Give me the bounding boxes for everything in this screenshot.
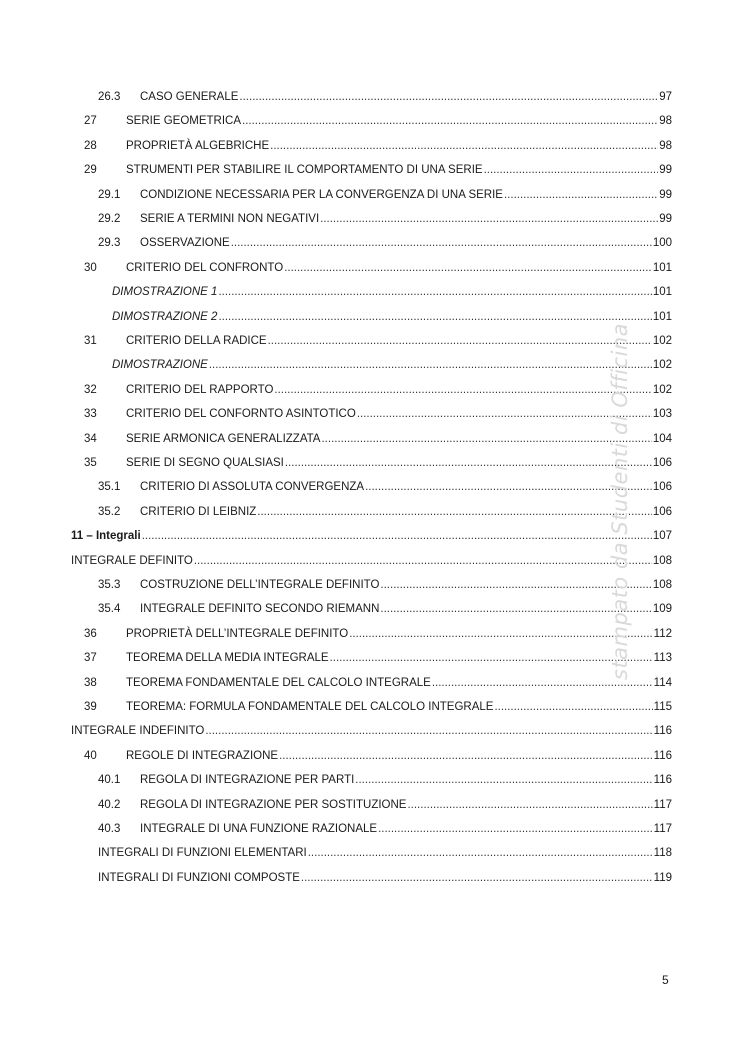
toc-entry[interactable] xyxy=(0,843,744,863)
toc-entry-title: INTEGRALE DI UNA FUNZIONE RAZIONALE xyxy=(140,823,378,835)
toc-entry[interactable] xyxy=(0,746,744,766)
toc-entry-page: 112 xyxy=(653,627,672,640)
toc-entry-page: 108 xyxy=(652,579,672,591)
toc-entry-title: SERIE A TERMINI NON NEGATIVI xyxy=(140,213,320,225)
toc-dot-leader xyxy=(301,868,653,888)
toc-entry-number: 29.1 xyxy=(98,188,121,201)
toc-entry-number: 26.3 xyxy=(98,91,121,103)
toc-entry-page: 99 xyxy=(659,164,672,177)
toc-entry[interactable] xyxy=(0,673,744,693)
toc-entry-title: STRUMENTI PER STABILIRE IL COMPORTAMENTO DI UNA SERIE xyxy=(126,164,483,177)
toc-entry-number: 29.3 xyxy=(98,237,121,250)
toc-dot-leader xyxy=(285,453,652,473)
toc-entry[interactable] xyxy=(0,380,744,400)
toc-entry-page: 116 xyxy=(653,725,672,738)
toc-dot-leader xyxy=(284,258,652,278)
toc-entry-title: TEOREMA: FORMULA FONDAMENTALE DEL CALCOLO INTEGRALE xyxy=(126,701,494,713)
toc-entry-page: 106 xyxy=(652,505,672,518)
toc-entry-number: 34 xyxy=(84,432,97,445)
toc-entry-number: 35.3 xyxy=(98,579,121,591)
toc-entry-title: CRITERIO DEL CONFRONTO xyxy=(126,261,284,274)
toc-entry-title: COSTRUZIONE DELL’INTEGRALE DEFINITO xyxy=(140,579,380,591)
toc-dot-leader xyxy=(484,160,659,180)
toc-entry-title: CRITERIO DEL CONFORNTO ASINTOTICO xyxy=(126,408,356,421)
toc-entry-number: 39 xyxy=(84,701,97,713)
toc-entry[interactable] xyxy=(0,770,744,790)
toc-dot-leader xyxy=(279,746,653,766)
toc-entry-number: 35 xyxy=(84,457,97,469)
toc-entry[interactable] xyxy=(0,624,744,644)
watermark: stampato da Studenti di Officina xyxy=(608,322,632,680)
toc-dot-leader xyxy=(330,648,653,668)
toc-entry-title: TEOREMA FONDAMENTALE DEL CALCOLO INTEGRALE xyxy=(126,676,431,689)
toc-dot-leader xyxy=(308,843,653,863)
toc-entry-title: INTEGRALE DEFINITO SECONDO RIEMANN xyxy=(140,603,380,616)
toc-entry-number: 28 xyxy=(84,139,97,152)
toc-entry-page: 102 xyxy=(652,383,672,396)
toc-entry-title: CRITERIO DI ASSOLUTA CONVERGENZA xyxy=(140,481,365,494)
toc-entry-title: REGOLA DI INTEGRAZIONE PER PARTI xyxy=(140,774,355,787)
toc-entry[interactable] xyxy=(0,551,744,571)
toc-entry-page: 101 xyxy=(652,286,672,299)
toc-entry-page: 117 xyxy=(653,823,672,835)
toc-entry-title: DIMOSTRAZIONE 2 xyxy=(112,310,218,323)
toc-entry-page: 101 xyxy=(652,310,672,323)
toc-entry[interactable] xyxy=(0,429,744,449)
toc-entry-number: 35.4 xyxy=(98,603,121,616)
toc-dot-leader xyxy=(257,502,652,522)
toc-entry-page: 104 xyxy=(652,432,672,445)
toc-dot-leader xyxy=(205,721,652,741)
toc-entry[interactable] xyxy=(0,209,744,229)
toc-entry-page: 109 xyxy=(652,603,672,616)
toc-entry-number: 35.2 xyxy=(98,505,121,518)
toc-entry-page: 103 xyxy=(652,408,672,421)
toc-entry-page: 113 xyxy=(653,652,672,665)
toc-entry-title: SERIE ARMONICA GENERALIZZATA xyxy=(126,432,321,445)
toc-entry-page: 98 xyxy=(659,115,672,128)
toc-entry[interactable] xyxy=(0,599,744,619)
toc-entry-page: 102 xyxy=(652,359,672,372)
toc-entry-title: DIMOSTRAZIONE xyxy=(112,359,208,372)
toc-entry-page: 114 xyxy=(653,676,672,689)
toc-entry-page: 118 xyxy=(653,847,672,860)
toc-entry-page: 100 xyxy=(652,237,672,250)
toc-entry-number: 33 xyxy=(84,408,97,421)
toc-entry-page: 99 xyxy=(659,213,672,225)
toc-dot-leader xyxy=(494,697,652,717)
toc-entry-page: 106 xyxy=(652,457,672,469)
toc-entry-title: SERIE DI SEGNO QUALSIASI xyxy=(126,457,284,469)
toc-entry-page: 97 xyxy=(659,91,672,103)
toc-dot-leader xyxy=(407,795,652,815)
toc-entry-title: CRITERIO DELLA RADICE xyxy=(126,335,267,347)
toc-entry-title: PROPRIETÀ ALGEBRICHE xyxy=(126,139,270,152)
toc-entry-number: 40.3 xyxy=(98,823,121,835)
toc-entry[interactable] xyxy=(0,185,744,205)
toc-entry-number: 37 xyxy=(84,652,97,665)
toc-entry-number: 40.2 xyxy=(98,798,121,811)
toc-entry-number: 27 xyxy=(84,115,97,128)
toc-entry-number: 40.1 xyxy=(98,774,121,787)
toc-entry-page: 119 xyxy=(653,871,672,884)
toc-entry-title: 11 – Integrali xyxy=(71,530,141,543)
toc-entry-number: 30 xyxy=(84,261,97,274)
toc-dot-leader xyxy=(321,429,651,449)
toc-entry[interactable] xyxy=(0,721,744,741)
toc-entry-title: DIMOSTRAZIONE 1 xyxy=(112,286,218,299)
toc-entry-page: 102 xyxy=(652,335,672,347)
toc-entry[interactable] xyxy=(0,575,744,595)
toc-entry-title: CONDIZIONE NECESSARIA PER LA CONVERGENZA DI UNA SERIE xyxy=(140,188,503,201)
toc-entry-number: 36 xyxy=(84,627,97,640)
toc-entry[interactable] xyxy=(0,307,744,327)
toc-entry[interactable] xyxy=(0,136,744,156)
toc-entry[interactable] xyxy=(0,233,744,253)
toc-entry[interactable] xyxy=(0,477,744,497)
toc-entry-title: OSSERVAZIONE xyxy=(140,237,230,250)
toc-dot-leader xyxy=(231,233,652,253)
toc-entry-number: 40 xyxy=(84,749,97,762)
toc-entry-title: INTEGRALI DI FUNZIONI COMPOSTE xyxy=(98,871,300,884)
toc-entry-title: REGOLE DI INTEGRAZIONE xyxy=(126,749,279,762)
toc-entry-page: 116 xyxy=(653,774,672,787)
toc-entry[interactable] xyxy=(0,258,744,278)
toc-entry-number: 29 xyxy=(84,164,97,177)
toc-dot-leader xyxy=(270,136,658,156)
toc-entry-title: REGOLA DI INTEGRAZIONE PER SOSTITUZIONE xyxy=(140,798,407,811)
toc-entry-page: 117 xyxy=(653,798,672,811)
toc-entry-number: 29.2 xyxy=(98,213,121,225)
toc-dot-leader xyxy=(378,819,653,839)
toc-entry[interactable] xyxy=(0,697,744,717)
toc-entry[interactable] xyxy=(0,795,744,815)
toc-entry-page: 107 xyxy=(652,530,672,543)
toc-entry-page: 116 xyxy=(653,749,672,762)
toc-entry[interactable] xyxy=(0,111,744,131)
toc-entry-page: 115 xyxy=(653,701,672,713)
toc-entry-title: CRITERIO DI LEIBNIZ xyxy=(140,505,257,518)
toc-entry-page: 108 xyxy=(652,554,672,567)
toc-entry-title: TEOREMA DELLA MEDIA INTEGRALE xyxy=(126,652,329,665)
toc-entry-number: 32 xyxy=(84,383,97,396)
toc-entry-title: SERIE GEOMETRICA xyxy=(126,115,242,128)
toc-dot-leader xyxy=(274,380,651,400)
toc-dot-leader xyxy=(209,355,652,375)
toc-entry[interactable] xyxy=(0,502,744,522)
toc-dot-leader xyxy=(142,526,652,546)
toc-dot-leader xyxy=(355,770,652,790)
toc-entry[interactable] xyxy=(0,526,744,546)
toc-dot-leader xyxy=(218,307,651,327)
toc-entry-page: 101 xyxy=(652,261,672,274)
toc-dot-leader xyxy=(218,282,651,302)
toc-entry[interactable] xyxy=(0,87,744,107)
toc-entry-page: 98 xyxy=(659,139,672,152)
page-number: 5 xyxy=(662,973,669,987)
toc-entry-page: 106 xyxy=(652,481,672,494)
toc-entry-number: 38 xyxy=(84,676,97,689)
toc-entry-title: PROPRIETÀ DELL’INTEGRALE DEFINITO xyxy=(126,627,349,640)
toc-entry-title: INTEGRALE INDEFINITO xyxy=(71,725,205,738)
toc-entry[interactable] xyxy=(0,868,744,888)
toc-dot-leader xyxy=(320,209,658,229)
toc-entry-title: CRITERIO DEL RAPPORTO xyxy=(126,383,274,396)
toc-entry-number: 31 xyxy=(84,335,97,347)
toc-dot-leader xyxy=(239,87,658,107)
toc-dot-leader xyxy=(504,185,658,205)
toc-entry[interactable] xyxy=(0,819,744,839)
toc-dot-leader xyxy=(242,111,658,131)
toc-entry[interactable] xyxy=(0,355,744,375)
toc-entry-title: CASO GENERALE xyxy=(140,91,239,103)
toc-entry-title: INTEGRALI DI FUNZIONI ELEMENTARI xyxy=(98,847,307,860)
toc-entry[interactable] xyxy=(0,282,744,302)
toc-dot-leader xyxy=(194,551,652,571)
toc-entry[interactable] xyxy=(0,160,744,180)
toc-entry[interactable] xyxy=(0,404,744,424)
toc-dot-leader xyxy=(268,331,652,351)
toc-entry[interactable] xyxy=(0,331,744,351)
toc-entry[interactable] xyxy=(0,648,744,668)
toc-entry-number: 35.1 xyxy=(98,481,121,494)
toc-entry-title: INTEGRALE DEFINITO xyxy=(71,554,193,567)
toc-entry[interactable] xyxy=(0,453,744,473)
toc-entry-page: 99 xyxy=(659,188,672,201)
